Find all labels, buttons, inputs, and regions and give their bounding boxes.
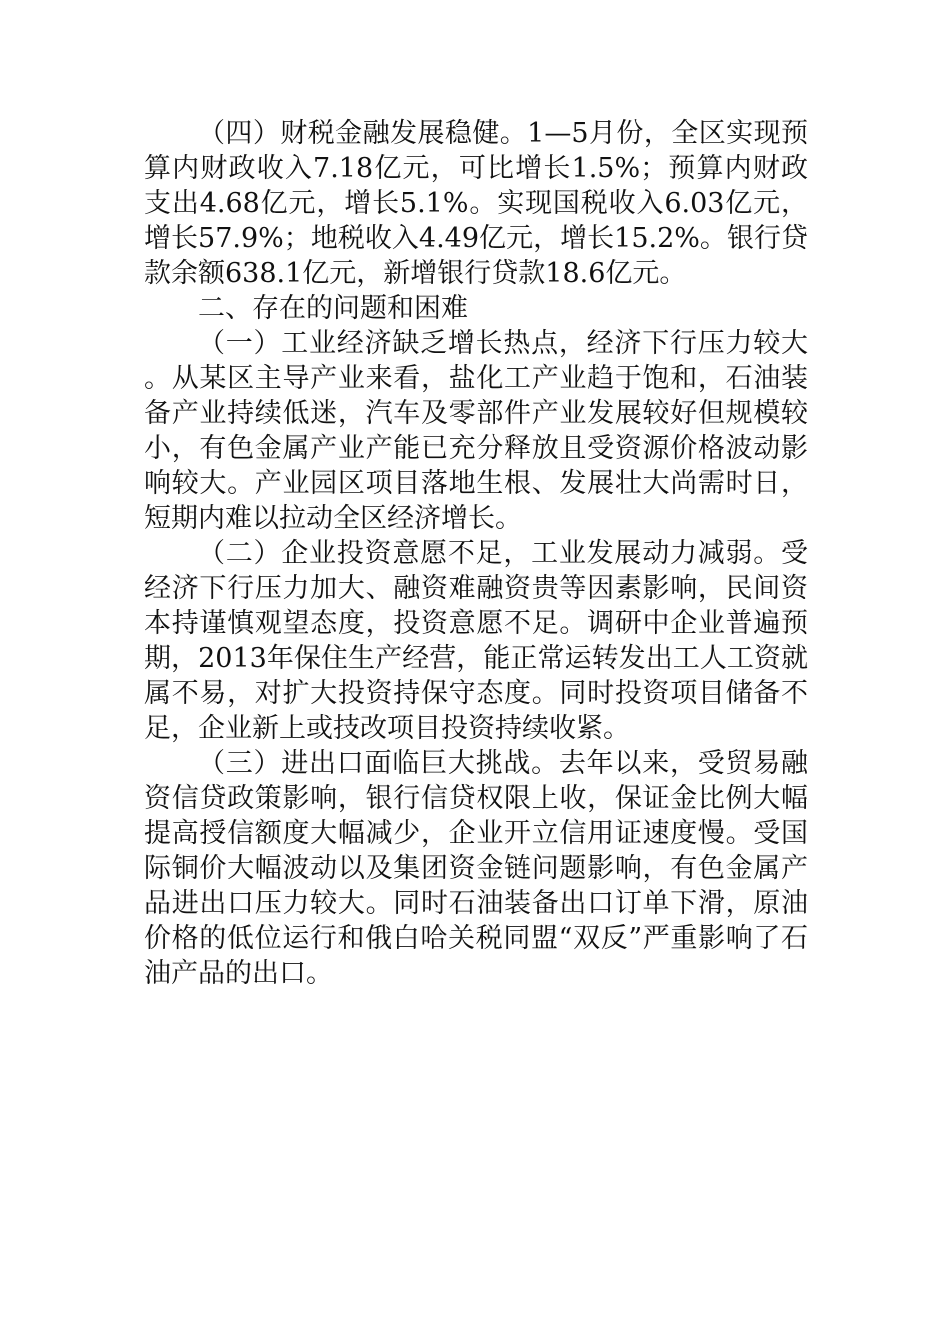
section-heading-problems: 二、存在的问题和困难 [198, 293, 468, 324]
paragraph-industry-growth: （一）工业经济缺乏增长热点，经济下行压力较大。从某区主导产业来看，盐化工产业趋于饱和，石油装备产业持续低迷，汽车及零部件产业发展较好但规模较小，有色金属产业产能已充分释放且受资源价格波动影响较大。产业园区项目落地生根、发展壮大尚需时日，短期内难以拉动全区经济增长。 [144, 328, 808, 534]
paragraph-investment: （二）企业投资意愿不足，工业发展动力减弱。受经济下行压力加大、融资难融资贵等因素影响，民间资本持谨慎观望态度，投资意愿不足。调研中企业普遍预期，2013年保住生产经营，能正常运转发出工人工资就属不易，对扩大投资持保守态度。同时投资项目储备不足，企业新上或技改项目投资持续收紧。 [144, 538, 808, 744]
paragraph-import-export: （三）进出口面临巨大挑战。去年以来，受贸易融资信贷政策影响，银行信贷权限上收，保证金比例大幅提高授信额度大幅减少，企业开立信用证速度慢。受国际铜价大幅波动以及集团资金链问题影响，有色金属产品进出口压力较大。同时石油装备出口订单下滑，原油价格的低位运行和俄白哈关税同盟“双反”严重影响了石油产品的出口。 [144, 748, 808, 989]
paragraph-finance: （四）财税金融发展稳健。1—5月份，全区实现预算内财政收入7.18亿元，可比增长1.5%；预算内财政支出4.68亿元，增长5.1%。实现国税收入6.03亿元，增长57.9%；地税收入4.49亿元，增长15.2%。银行贷款余额638.1亿元，新增银行贷款18.6亿元。 [144, 118, 808, 289]
document-body [144, 116, 808, 991]
